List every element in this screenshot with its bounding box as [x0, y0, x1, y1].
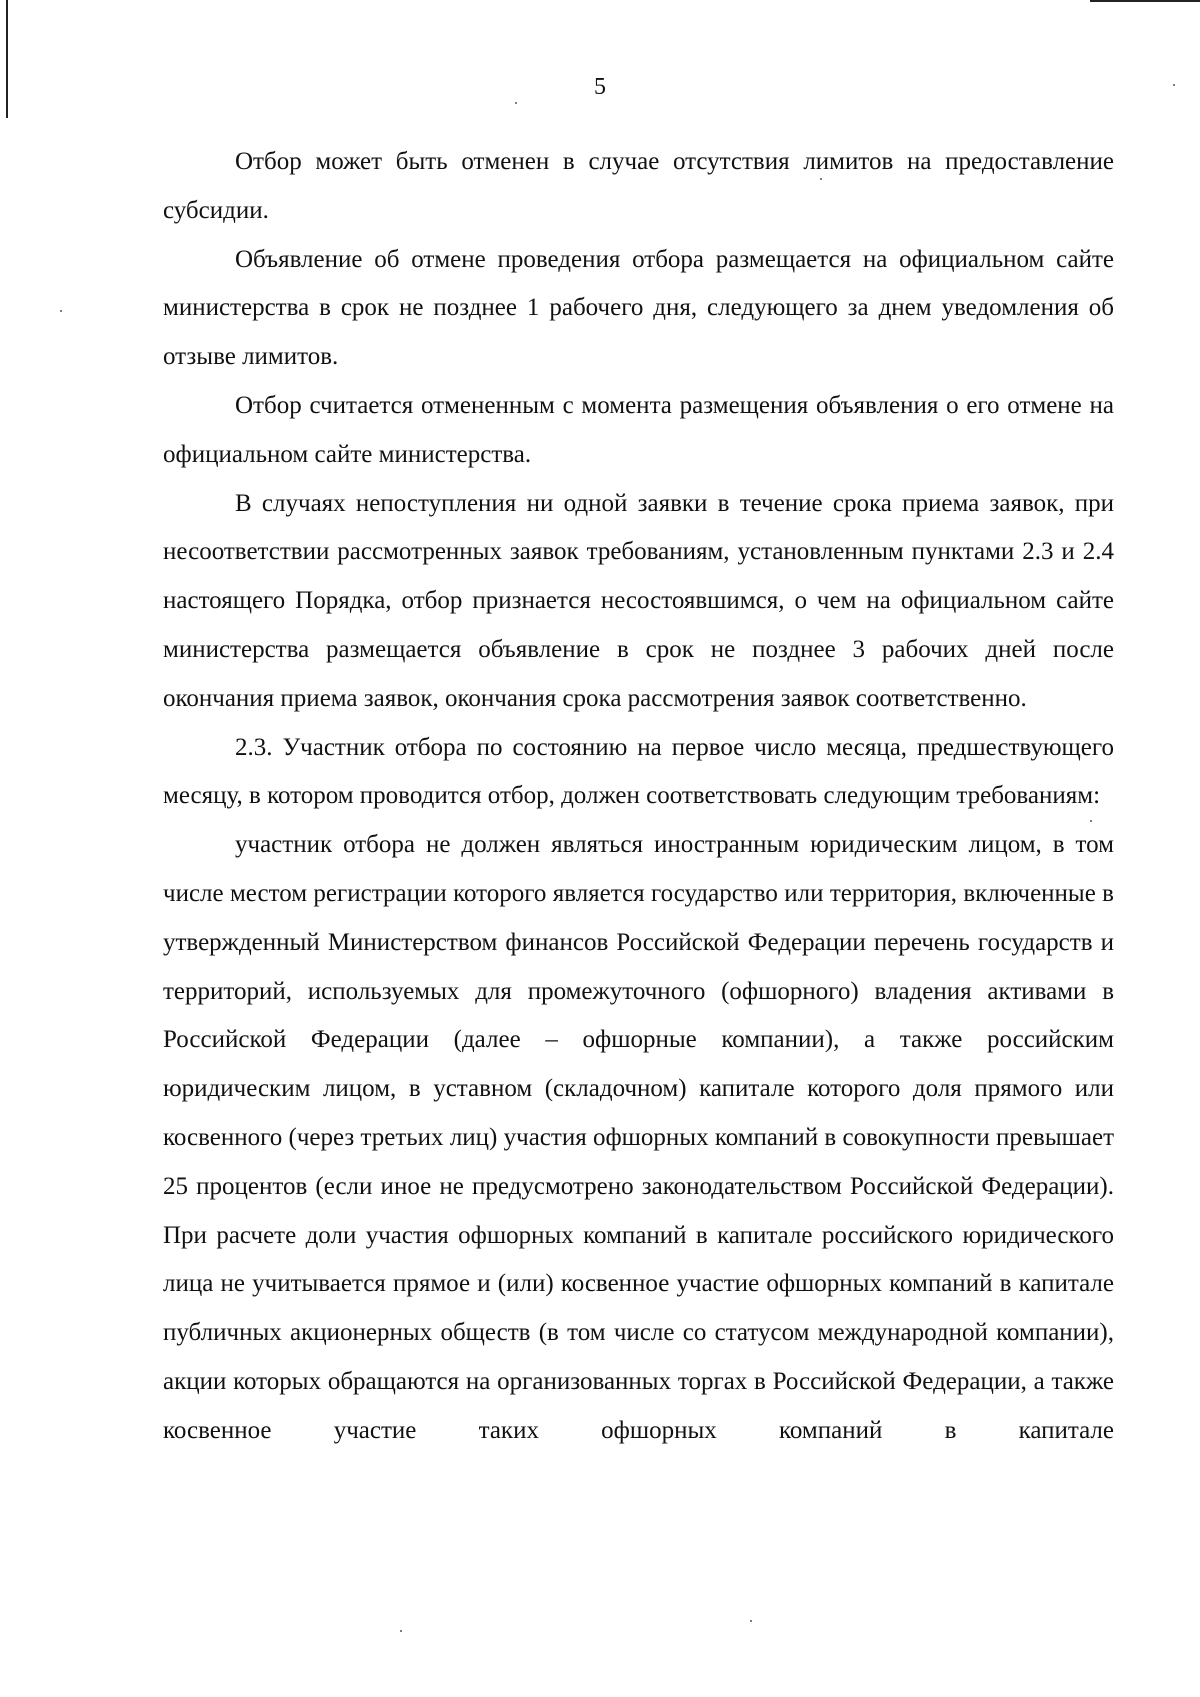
page-number: 5: [594, 74, 606, 100]
paragraph: Объявление об отмене проведения отбора размещается на официальном сайте министерства в срок не позднее 1 рабочего дня, следующего за днем уведомления об отзыве лимитов.: [163, 245, 1114, 371]
document-body: [163, 138, 1114, 1456]
paragraph: 2.3. Участник отбора по состоянию на первое число месяца, предшествующего месяцу, в котором проводится отбор, должен соответствовать следующим требованиям:: [163, 733, 1114, 810]
paragraph: Отбор может быть отменен в случае отсутствия лимитов на предоставление субсидии.: [163, 148, 1114, 224]
paragraph: В случаях непоступления ни одной заявки в течение срока приема заявок, при несоответствии рассмотренных заявок требованиям, установленным пунктами 2.3 и 2.4 настоящего Порядка, отбор признается несостоявшимся, о чем на официальном сайте министерства размещается объявление в срок не позднее 3 рабочих дней после окончания приема заявок, окончания срока рассмотрения заявок соответственно.: [163, 489, 1114, 712]
scan-speck: [60, 310, 62, 312]
scan-speck: [750, 1620, 752, 1622]
scan-edge-top: [1090, 0, 1200, 2]
scan-speck: [400, 1630, 402, 1632]
paragraph: участник отбора не должен являться иностранным юридическим лицом, в том числе местом регистрации которого является государство или территория, включенные в утвержденный Министерством финансов Российской Федерации перечень государств и территорий, используемых для промежуточного (офшорного) владения активами в Российской Федерации (далее – офшорные компании), а также российским юридическим лицом, в уставном (складочном) капитале которого доля прямого или косвенного (через третьих лиц) участия офшорных компаний в совокупности превышает 25 процентов (если иное не предусмотрено законодательством Российской Федерации). При расчете доли участия офшорных компаний в капитале российского юридического лица не учитывается прямое и (или) косвенное участие офшорных компаний в капитале публичных акционерных обществ (в том числе со статусом международной компании), акции которых обращаются на организованных торгах в Российской Федерации, а также косвенное участие таких офшорных компаний в капитале: [163, 831, 1114, 1444]
scan-speck: [515, 102, 517, 104]
paragraph: Отбор считается отмененным с момента размещения объявления о его отмене на официальном сайте министерства.: [163, 391, 1114, 468]
